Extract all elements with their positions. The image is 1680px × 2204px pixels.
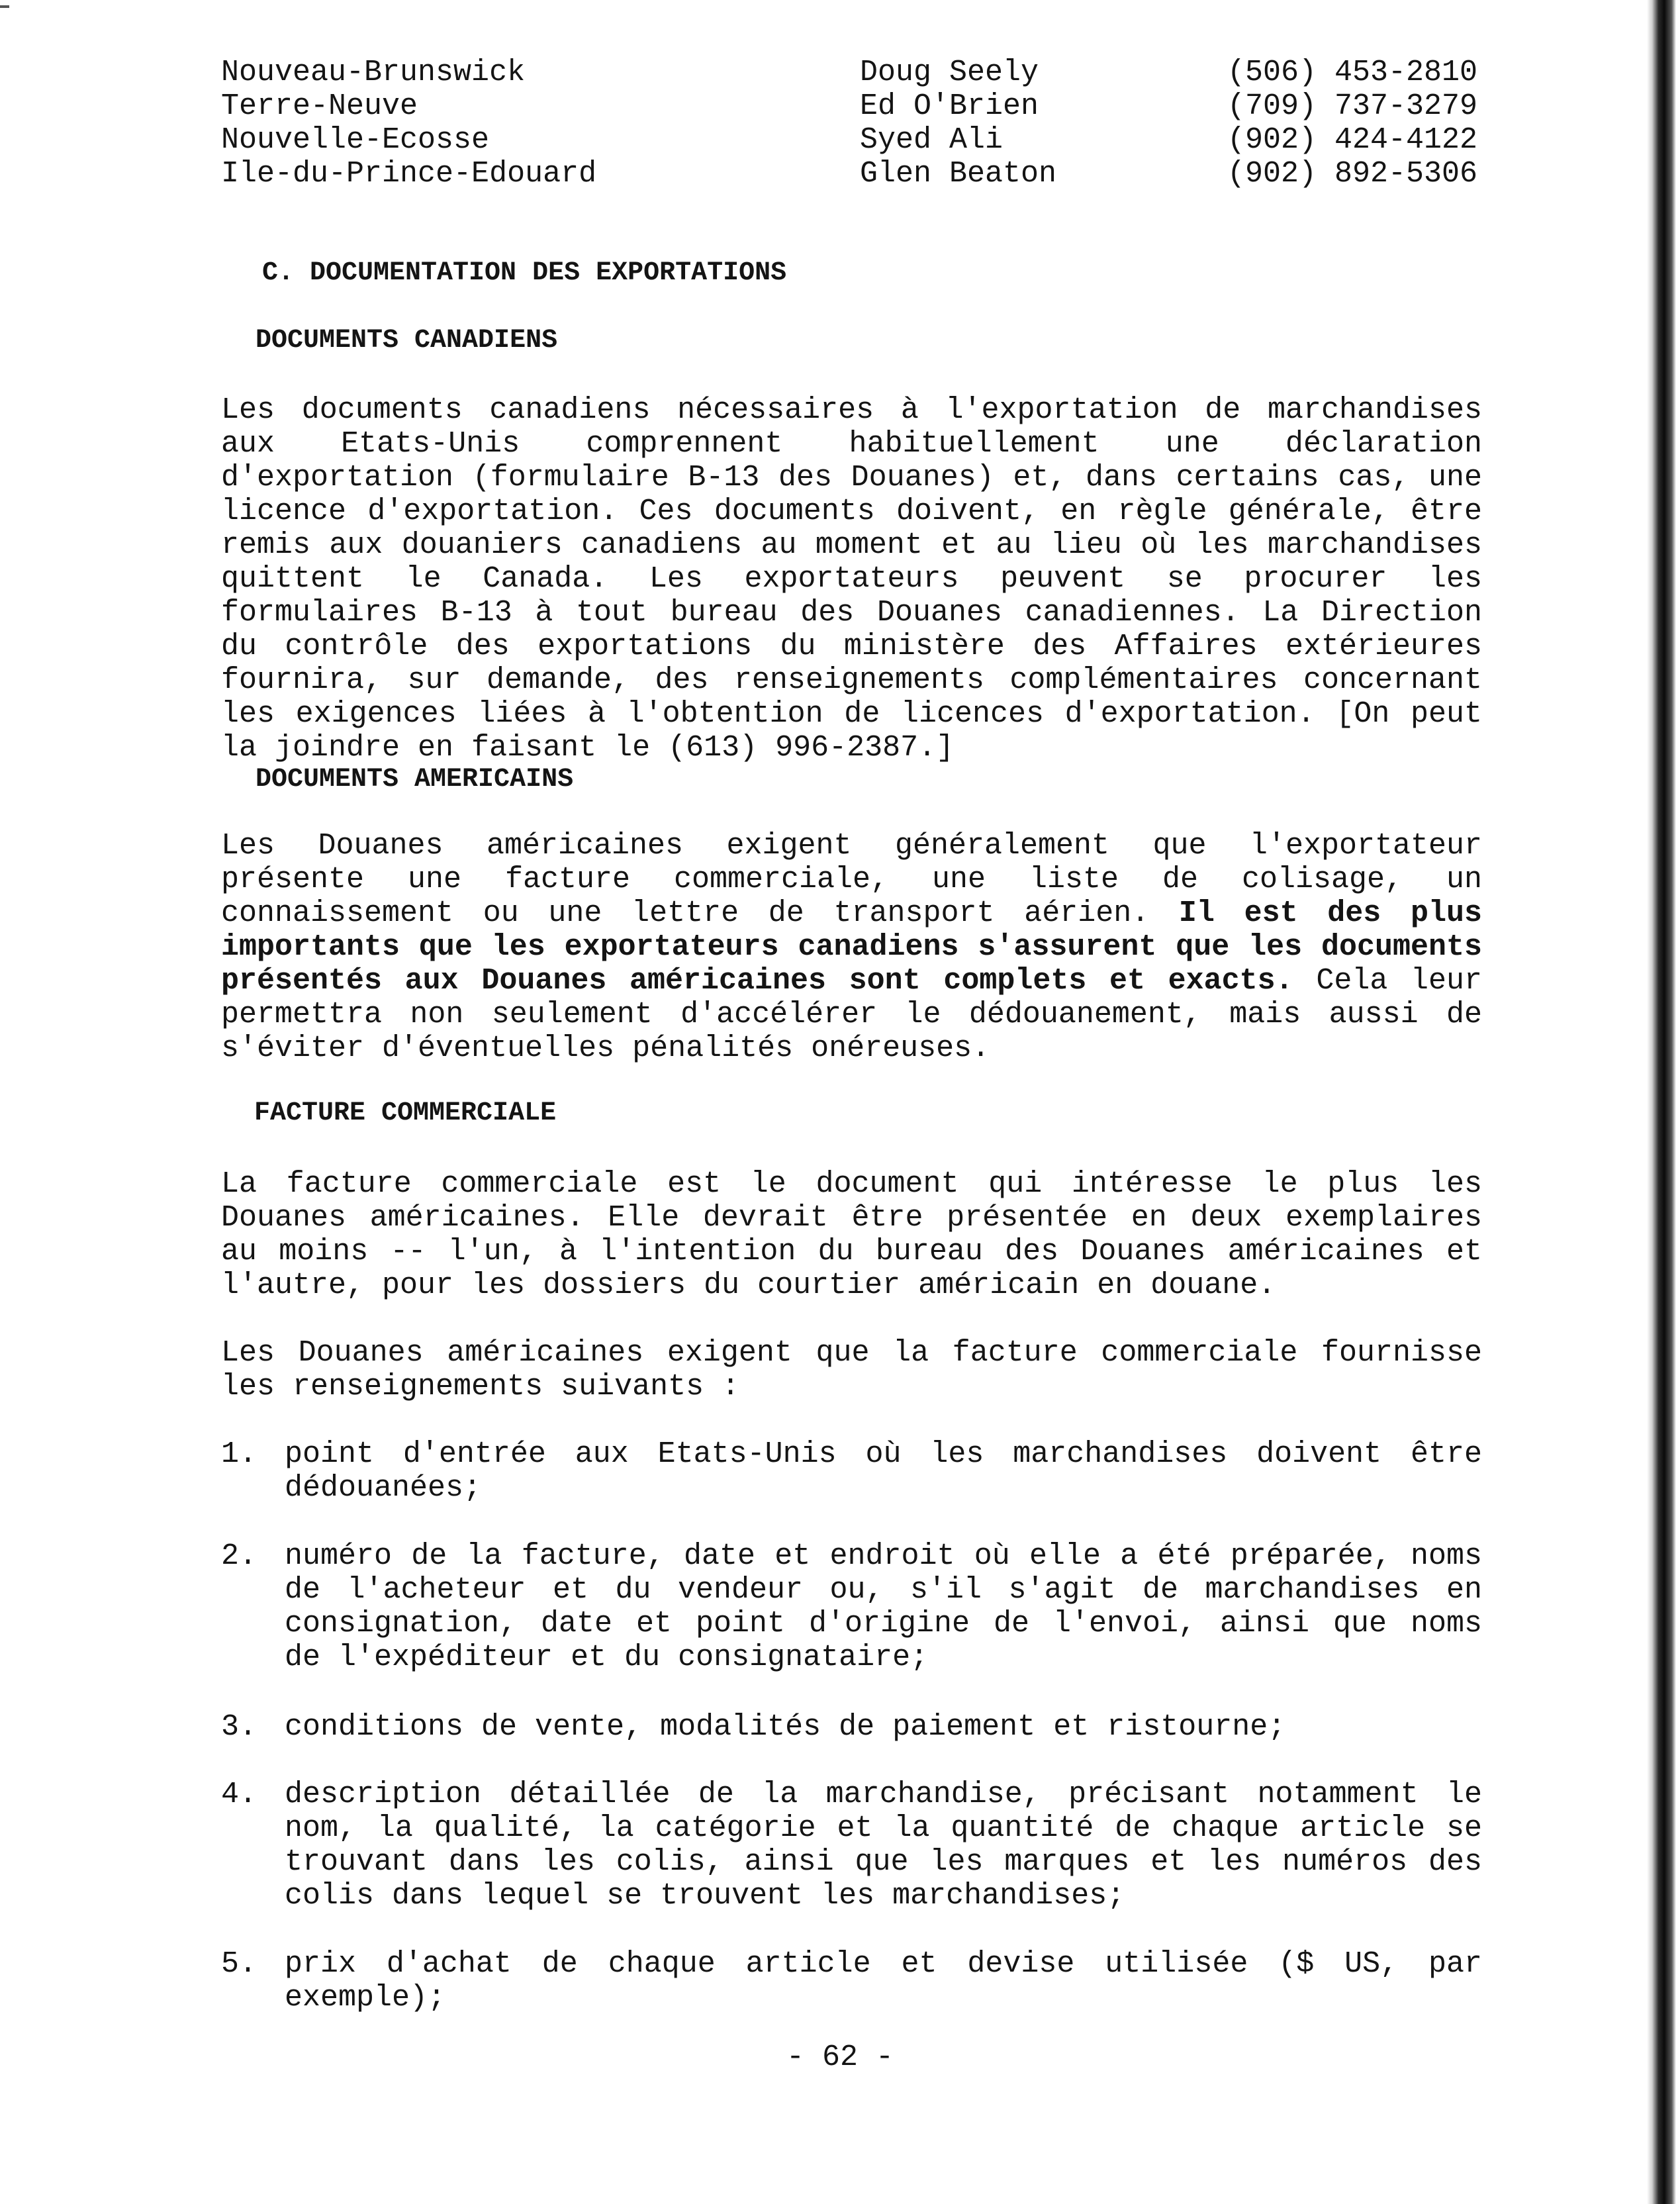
contact-name: Glen Beaton [860, 157, 1057, 191]
paragraph-intro: Les Douanes américaines exigent généralement que l'exportateur présente une facture commerciale, une liste de colisage, un connaissement ou une lettre de transport aérien. [221, 829, 1482, 930]
contact-province: Ile-du-Prince-Edouard [221, 157, 597, 191]
list-item-text: prix d'achat de chaque article et devise utilisée ($ US, par exemple); [285, 1947, 1482, 2015]
list-item-number: 2. [221, 1539, 257, 1573]
contact-province: Nouveau-Brunswick [221, 56, 526, 89]
contact-row [221, 123, 1479, 157]
contact-row [221, 157, 1479, 191]
contact-name: Ed O'Brien [860, 89, 1039, 123]
paragraph-documents-canadiens: Les documents canadiens nécessaires à l'exportation de marchandises aux Etats-Unis comprennent habituellement une déclaration d'exportation (formulaire B-13 des Douanes) et, dans certains cas, une licence d'exportation. Ces documents doivent, en règle générale, être remis aux douaniers canadiens au moment et au lieu où les marchandises quittent le Canada. Les exportateurs peuvent se procurer les formulaires B-13 à tout bureau des Douanes canadiennes. La Direction du contrôle des exportations du ministère des Affaires extérieures fournira, sur demande, des renseignements complémentaires concernant les exigences liées à l'obtention de licences d'exportation. [On peut la joindre en faisant le (613) 996-2387.] [221, 393, 1482, 765]
section-title: C. DOCUMENTATION DES EXPORTATIONS [262, 258, 787, 288]
contact-name: Syed Ali [860, 123, 1003, 157]
list-item-number: 5. [221, 1947, 257, 1981]
list-item-text: description détaillée de la marchandise, précisant notamment le nom, la qualité, la catégorie et la quantité de chaque article se trouvant dans les colis, ainsi que les marques et les numéros des colis dans lequel se trouvent les marchandises; [285, 1778, 1482, 1913]
contact-province: Terre-Neuve [221, 89, 418, 123]
list-item-number: 4. [221, 1778, 257, 1811]
contact-phone: (902) 892-5306 [1227, 157, 1478, 191]
contact-row [221, 56, 1479, 89]
list-item-number: 3. [221, 1710, 257, 1744]
heading-documents-americains: DOCUMENTS AMERICAINS [256, 765, 574, 794]
scan-binding-edge [1647, 0, 1676, 2204]
paragraph-documents-americains [221, 829, 1482, 1065]
contact-province: Nouvelle-Ecosse [221, 123, 490, 157]
list-item-number: 1. [221, 1437, 257, 1471]
paragraph-facture-2: Les Douanes américaines exigent que la facture commerciale fournisse les renseignements suivants : [221, 1336, 1482, 1404]
page-number: - 62 - [786, 2040, 894, 2074]
list-item-text: point d'entrée aux Etats-Unis où les marchandises doivent être dédouanées; [285, 1437, 1482, 1505]
contact-name: Doug Seely [860, 56, 1039, 89]
contacts-table [221, 56, 1479, 191]
heading-facture-commerciale: FACTURE COMMERCIALE [254, 1098, 557, 1128]
paragraph-facture-1: La facture commerciale est le document qui intéresse le plus les Douanes américaines. Elle devrait être présentée en deux exemplaires au moins -- l'un, à l'intention du bureau des Douanes américaines et l'autre, pour les dossiers du courtier américain en douane. [221, 1167, 1482, 1302]
contact-phone: (709) 737-3279 [1227, 89, 1478, 123]
contact-row [221, 89, 1479, 123]
heading-documents-canadiens: DOCUMENTS CANADIENS [256, 326, 558, 356]
list-item-text: numéro de la facture, date et endroit où elle a été préparée, noms de l'acheteur et du vendeur ou, s'il s'agit de marchandises en consignation, date et point d'origine de l'envoi, ainsi que noms de l'expéditeur et du consignataire; [285, 1539, 1482, 1674]
contact-phone: (506) 453-2810 [1227, 56, 1478, 89]
list-item-text: conditions de vente, modalités de paiement et ristourne; [285, 1710, 1286, 1744]
paragraph-emphasis: Il est des plus importants que les exportateurs canadiens s'assurent que les documents présentés aux Douanes américaines sont complets et exacts. [221, 896, 1482, 998]
scan-mark [0, 5, 9, 8]
paragraph-end: Cela leur permettra non seulement d'accélérer le dédouanement, mais aussi de s'éviter d'éventuelles pénalités onéreuses. [221, 964, 1482, 1065]
contact-phone: (902) 424-4122 [1227, 123, 1478, 157]
